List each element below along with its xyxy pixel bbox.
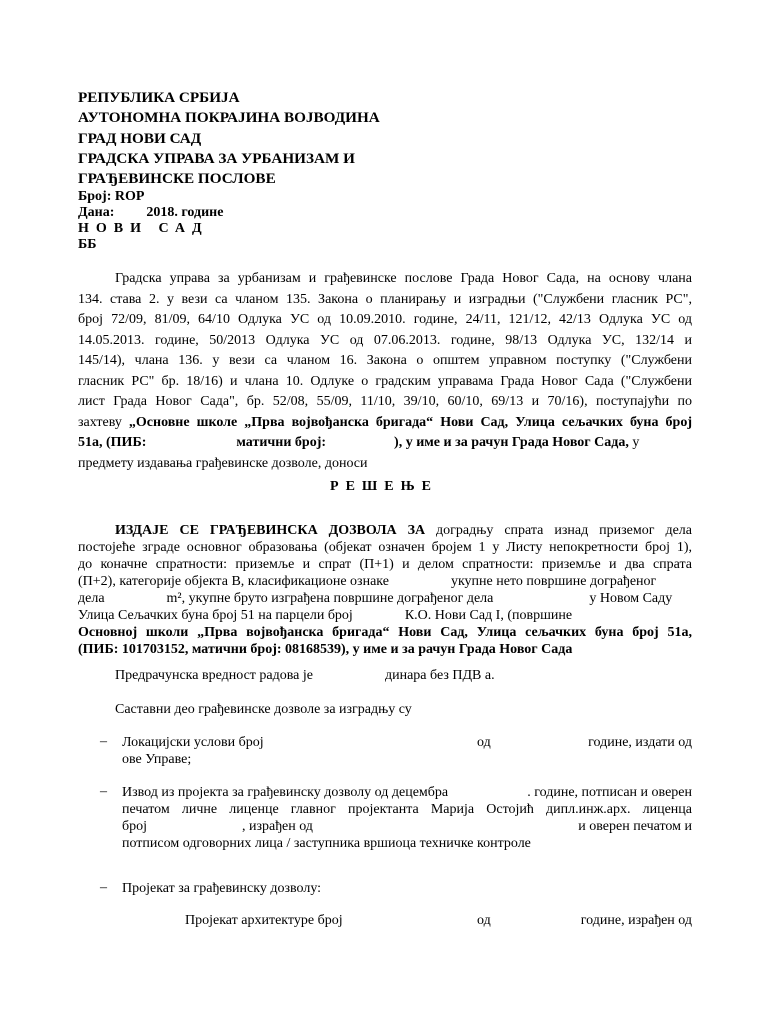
- made-by-label: године, израђен од: [580, 913, 692, 928]
- intro-line: [78, 414, 692, 431]
- document-header: [78, 88, 498, 253]
- stamped-label: и оверен печатом и: [578, 819, 692, 834]
- date-label: Дана:: [78, 205, 115, 221]
- intro-applicant-name: „Основне школе „Прва војвођанска бригада“ Нови Сад, Улица сељачких буна број: [128, 414, 693, 430]
- document-city: НОВИ САД: [78, 221, 209, 237]
- decision-line: [78, 573, 692, 590]
- cadastral-text: К.О. Нови Сад I, (површине: [404, 608, 573, 623]
- intro-line-tail: у: [628, 435, 640, 450]
- item-line: потписом одговорних лица / заступника вршиоца техничке контроле: [122, 836, 531, 851]
- document-bb: ББ: [78, 237, 97, 253]
- date-value: 2018. године: [146, 205, 224, 221]
- license-number-label: број: [122, 819, 148, 834]
- decision-line: Основној школи „Прва војвођанска бригада“ Нови Сад, Улица сељачких буна број 51а,: [78, 625, 692, 640]
- decision-line: постојеће зграде основног образовања (објекат означен бројем 1 у Листу непокретности број 1),: [78, 540, 692, 555]
- signed-text: . године, потписан и оверен: [527, 785, 692, 800]
- decision-line: [115, 522, 692, 539]
- header-line: ГРАДСКА УПРАВА ЗА УРБАНИЗАМ И: [78, 149, 355, 167]
- category-text: (П+2), категорије објекта В, класификационе ознаке: [78, 574, 389, 589]
- location-text: у Новом Саду: [589, 591, 673, 606]
- issued-by-label: године, издати од: [588, 735, 692, 750]
- item-line: [185, 912, 692, 929]
- document-date: [78, 205, 498, 221]
- decision-line: до коначне спратности: приземље и спрат (П+1) и делом спратности: приземље и два спрата: [78, 557, 692, 572]
- gross-area-text: m², укупне бруто изграђена површине дограђеног дела: [166, 591, 494, 606]
- intro-line: 134. става 2. у вези са чланом 135. Закона о планирању и изградњи ("Службени гласник РС",: [78, 291, 692, 307]
- estimate-label: Предрачунска вредност радова је: [115, 668, 313, 683]
- date-from-label: од: [477, 735, 491, 750]
- made-by-label: , израђен од: [242, 819, 313, 834]
- intro-line: гласник РС" бр. 18/16) и члана 10. Одлуке о градским управама Града Новог Сада ("Службени: [78, 373, 692, 389]
- date-from-label: од: [477, 913, 491, 928]
- item-line: Пројекат за грађевинску дозволу:: [122, 881, 322, 896]
- item-line: [122, 784, 692, 801]
- intro-line: лист Града Новог Сада", бр. 52/08, 55/09, 11/10, 39/10, 60/10, 69/13 и 70/16), поступајући по: [78, 394, 692, 409]
- decision-title: РЕШЕЊЕ: [330, 479, 438, 494]
- location-conditions-label: Локацијски услови број: [122, 735, 264, 750]
- header-line: АУТОНОМНА ПОКРАЈИНА ВОЈВОДИНА: [78, 109, 380, 127]
- header-line: ГРАД НОВИ САД: [78, 129, 202, 147]
- item-line: [122, 734, 692, 751]
- intro-request-prefix: захтеву: [78, 414, 129, 430]
- intro-line: број 72/09, 81/09, 64/10 Одлука УС од 10.09.2010. године, 24/11, 121/12, 42/13 Одлука УС од: [78, 312, 692, 327]
- components-intro: Саставни део грађевинске дозволе за изградњу су: [115, 702, 412, 717]
- list-bullet: –: [100, 880, 107, 895]
- extract-text: Извод из пројекта за грађевинску дозволу од децембра: [122, 785, 449, 800]
- item-line: [122, 818, 692, 835]
- intro-line: [78, 434, 692, 451]
- decision-line: [78, 590, 692, 607]
- document-number: Број: ROP: [78, 189, 145, 205]
- header-line: ГРАЂЕВИНСКЕ ПОСЛОВЕ: [78, 170, 276, 188]
- item-line: ове Управе;: [122, 752, 192, 767]
- applicant-on-behalf: ), у име и за рачун Града Новог Сада,: [394, 435, 629, 450]
- intro-line: 14.05.2013. године, 50/2013 Одлука УС од 07.06.2013. године, 98/13 Одлука УС, 132/14 и: [78, 332, 692, 348]
- part-text: дела: [78, 591, 105, 606]
- net-area-text: укупне нето површине дограђеног: [450, 574, 657, 589]
- item-line: печатом личне лиценце главног пројектанта Марија Остојић дипл.инж.арх. лиценца: [122, 802, 692, 817]
- header-line: РЕПУБЛИКА СРБИЈА: [78, 89, 240, 106]
- applicant-pib-label: 51а, (ПИБ:: [78, 435, 147, 450]
- estimate-currency: динара без ПДВ а.: [384, 668, 495, 683]
- list-bullet: –: [100, 734, 107, 749]
- intro-line: Градска управа за урбанизам и грађевинске послове Града Новог Сада, на основу члана: [115, 271, 692, 286]
- intro-line: 145/14), члана 136. у вези са чланом 16. Закона о општем управном поступку ("Службени: [78, 353, 692, 368]
- applicant-id-label: матични број:: [236, 435, 327, 450]
- decision-statement: ИЗДАЈЕ СЕ ГРАЂЕВИНСКА ДОЗВОЛА ЗА: [115, 523, 426, 538]
- decision-line: [78, 607, 692, 624]
- intro-line: предмету издавања грађевинске дозволе, доноси: [78, 455, 368, 471]
- decision-subject: доградњу спрата изнад приземог дела: [425, 523, 692, 538]
- architecture-project-label: Пројекат архитектуре број: [185, 913, 343, 928]
- list-bullet: –: [100, 784, 107, 799]
- parcel-text: Улица Сељачких буна број 51 на парцели број: [78, 608, 353, 623]
- estimate-line: [115, 668, 692, 684]
- decision-line: (ПИБ: 101703152, матични број: 08168539), у име и за рачун Града Новог Сада: [78, 642, 573, 657]
